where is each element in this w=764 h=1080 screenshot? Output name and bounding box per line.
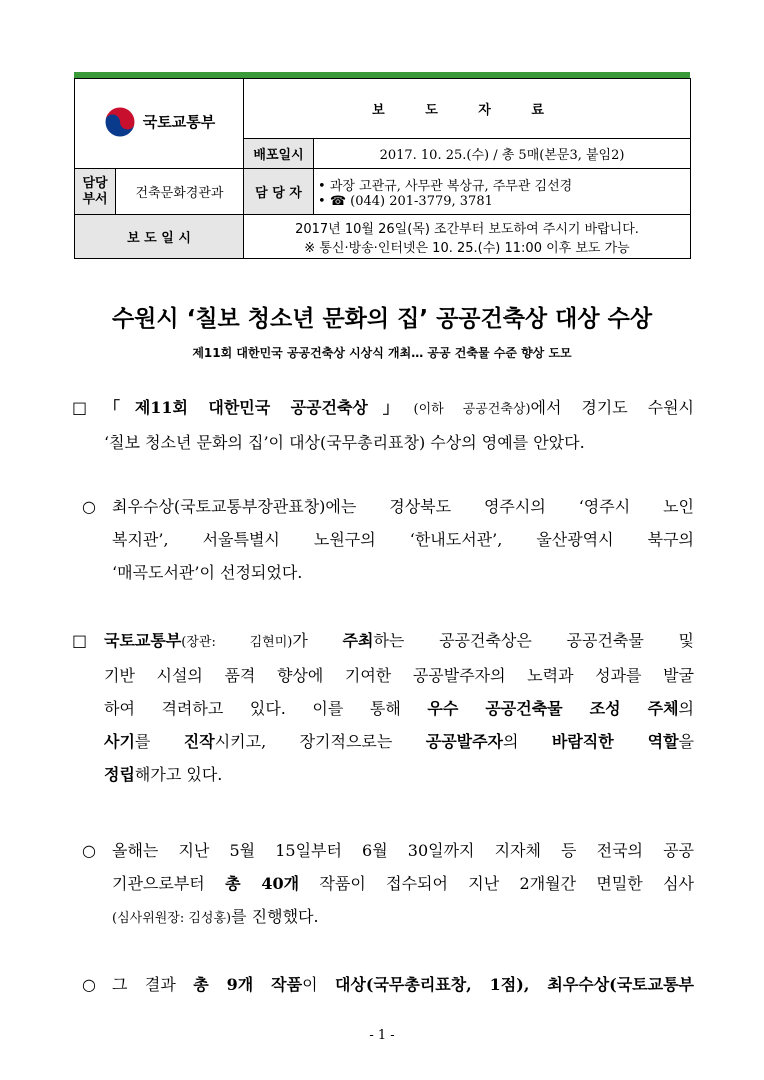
p4-text: 작품이 접수되어 지난 2개월간 면밀한 심사 [299, 874, 695, 893]
report-line-2: ※ 통신·방송·인터넷은 10. 25.(수) 11:00 이후 보도 가능 [304, 240, 630, 256]
p5-text: 그 결과 [112, 975, 194, 994]
p4-text: 기관으로부터 [112, 874, 226, 893]
dept-label: 담당부서 [75, 169, 116, 215]
paragraph-2 [72, 490, 694, 589]
p3-line-5 [72, 758, 694, 791]
report-date-label: 보 도 일 시 [75, 215, 244, 259]
manager-line-2: • ☎ (044) 201-3779, 3781 [318, 193, 493, 209]
paragraph-4 [72, 834, 694, 935]
report-line-1: 2017년 10월 26일(목) 조간부터 보도하여 주시기 바랍니다. [295, 221, 639, 237]
p1-text: 에서 경기도 수원시 [530, 398, 694, 417]
p3-ministry: 국토교통부 [104, 631, 182, 650]
taegeuk-icon [103, 105, 137, 139]
p3-text: 의 [678, 699, 694, 718]
p4-text: 를 진행했다. [231, 907, 319, 926]
p3-bold: 진작 [183, 732, 215, 751]
p5-bold: 총 9개 작품 [193, 975, 303, 994]
main-title: 수원시 ‘칠보 청소년 문화의 집’ 공공건축상 대상 수상 [111, 306, 653, 332]
ministry-logo-cell [75, 79, 244, 169]
press-release-title: 보 도 자 료 [244, 79, 691, 139]
manager-value [314, 169, 691, 215]
p3-line-2: 기반 시설의 품격 향상에 기여한 공공발주자의 노력과 성과를 발굴 [104, 666, 694, 685]
p3-bold: 주최 [342, 631, 374, 650]
p4-jury: (심사위원장: 김성홍) [112, 911, 232, 926]
circle-bullet: ○ [82, 975, 96, 994]
p3-text: 해가고 있다. [134, 765, 223, 784]
p5-bold: 대상(국무총리표창, 1점), 최우수상(국토교통부 [334, 975, 695, 994]
p1-award-name: 「제11회 대한민국 공공건축상」 [104, 398, 414, 417]
p3-minister: (장관: 김현미) [181, 635, 293, 650]
press-release-header [74, 72, 690, 259]
p3-text: 시키고, 장기적으로는 [214, 732, 426, 751]
manager-line-1: • 과장 고관규, 사무관 복상규, 주무관 김선경 [318, 178, 573, 194]
p2-line-1: 최우수상(국토교통부장관표창)에는 경상북도 영주시의 ‘영주시 노인 [112, 497, 694, 516]
header-table [74, 78, 691, 259]
p3-bold: 정립 [104, 765, 135, 784]
p2-line-2: 복지관’, 서울특별시 노원구의 ‘한내도서관’, 울산광역시 북구의 [112, 530, 694, 549]
dist-date-label: 배포일시 [244, 139, 314, 169]
square-bullet: □ [72, 631, 88, 650]
page-number: - 1 - [369, 1028, 395, 1043]
p4-line-1: 올해는 지난 5월 15일부터 6월 30일까지 지자체 등 전국의 공공 [112, 841, 694, 860]
square-bullet: □ [72, 398, 88, 417]
sub-title: 제11회 대한민국 공공건축상 시상식 개최… 공공 건축물 수준 향상 도모 [192, 346, 572, 360]
report-date-value [244, 215, 691, 259]
p1-abbrev: (이하 공공건축상) [413, 402, 531, 417]
p3-text: 하는 공공건축상은 공공건축물 및 [373, 631, 694, 650]
p4-bold: 총 40개 [225, 874, 300, 893]
dept-value: 건축문화경관과 [116, 169, 244, 215]
manager-label: 담 당 자 [244, 169, 314, 215]
dist-date-value: 2017. 10. 25.(수) / 총 5매(본문3, 붙임2) [314, 139, 691, 169]
p2-line-3: ‘매곡도서관’이 선정되었다. [112, 563, 303, 582]
p3-text: 의 [503, 732, 552, 751]
p3-line-4 [72, 725, 694, 758]
p4-line-3 [72, 900, 694, 935]
p1-line-2: ‘칠보 청소년 문화의 집’이 대상(국무총리표창) 수상의 영예를 안았다. [104, 433, 585, 452]
ministry-name: 국토교통부 [142, 113, 216, 131]
circle-bullet: ○ [82, 497, 96, 516]
p5-line-1 [72, 968, 694, 1001]
p3-bold: 공공발주자 [425, 732, 504, 751]
p3-bold: 바람직한 역할 [551, 732, 679, 751]
p3-text: 하여 격려하고 있다. 이를 통해 [104, 699, 428, 718]
paragraph-5 [72, 968, 694, 1001]
p3-bold: 사기 [104, 732, 135, 751]
p4-line-2 [72, 867, 694, 900]
p3-text: 를 [134, 732, 184, 751]
p5-text: 이 [302, 975, 335, 994]
paragraph-3 [72, 624, 694, 791]
p3-line-3 [72, 692, 694, 725]
p3-text: 을 [678, 732, 694, 751]
paragraph-1 [72, 391, 694, 459]
circle-bullet: ○ [82, 841, 96, 860]
ministry-logo [103, 105, 215, 139]
p1-line-1 [72, 391, 694, 426]
p3-bold: 우수 공공건축물 조성 주체 [427, 699, 679, 718]
p3-line-1 [72, 624, 694, 659]
p3-text: 가 [292, 631, 343, 650]
